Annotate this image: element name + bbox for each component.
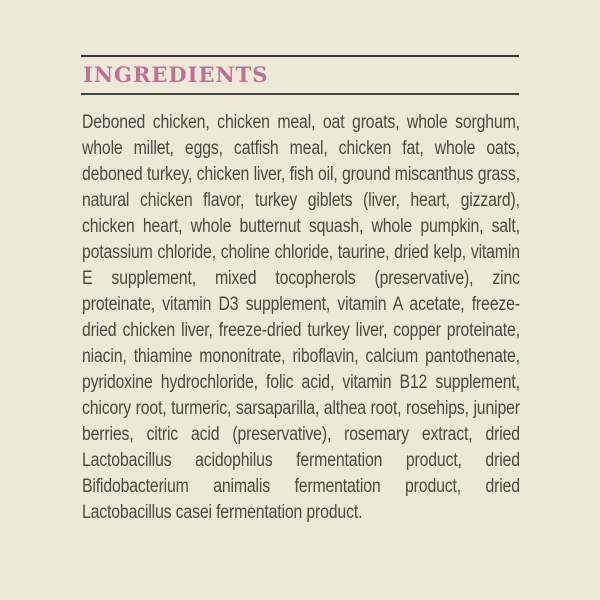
heading-underline-rule xyxy=(81,93,519,95)
ingredients-heading: INGREDIENTS xyxy=(83,62,269,87)
top-divider-rule xyxy=(81,55,519,57)
ingredients-list-text: Deboned chicken, chicken meal, oat groats, whole sorghum, whole millet, eggs, catfish meal, chicken fat, whole oats, deboned turkey, chicken liver, fish oil, ground miscanthus grass, natural chicken flavor, turkey giblets (liver, heart, gizzard), chicken heart, whole butternut squash, whole pumpkin, salt, potassium chloride, choline chloride, taurine, dried kelp, vitamin E supplement, mixed tocopherols (preservative), zinc proteinate, vitamin D3 supplement, vitamin A acetate, freeze-dried chicken liver, freeze-dried turkey liver, copper proteinate, niacin, thiamine mononitrate, riboflavin, calcium pantothenate, pyridoxine hydrochloride, folic acid, vitamin B12 supplement, chicory root, turmeric, sarsaparilla, althea root, rosehips, juniper berries, citric acid (preservative), rosemary extract, dried Lactobacillus acidophilus fermentation product, dried Bifidobacterium animalis fermentation product, dried Lactobacillus casei fermentation product. xyxy=(82,112,520,523)
